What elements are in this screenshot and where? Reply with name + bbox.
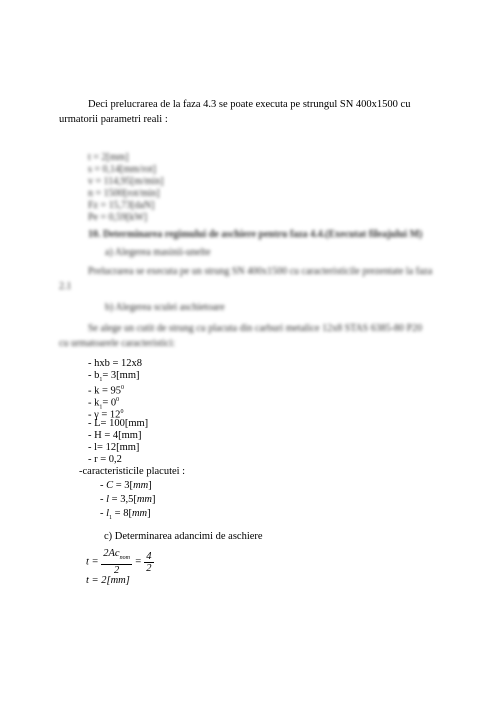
blurred-param: Pe = 0,59[kW] — [88, 212, 148, 223]
fraction-1: $\frac{2Ac_{nom}}{2}$ — [103, 548, 130, 577]
blurred-param: t = 2[mm] — [88, 152, 129, 163]
blurred-param: Fz = 15,73[daN] — [88, 200, 155, 211]
list-item: - $\gamma = 12^0$ — [88, 409, 124, 421]
blurred-paragraph: Se alege un cutit de strung cu placuta din carburi metalice 12x8 STAS 6385-80 P20 — [88, 323, 423, 334]
blurred-param: v = 114,95[m/min] — [88, 176, 164, 187]
blurred-param: n = 1500[rot/min] — [88, 188, 160, 199]
blurred-paragraph: 2.1 — [59, 281, 72, 292]
fraction-2: $\frac{4}{2}$ — [146, 550, 152, 574]
list-item: - r = 0,2 — [88, 454, 122, 465]
depth-result: t = 2[mm] — [86, 575, 130, 586]
list-item: - l= 12[mm] — [88, 442, 140, 453]
blurred-heading: 10. Determinarea regimului de aschiere pentru faza 4.4.(Executat fileajului M) — [88, 229, 423, 240]
list-item: - C = 3[mm] — [100, 480, 152, 491]
intro-line-2: urmatorii parametri reali : — [59, 114, 168, 125]
blurred-paragraph: cu urmatoarele caracteristici: — [59, 338, 176, 349]
list-item: - $b_1= 3[mm]$ — [88, 370, 140, 384]
list-item: - hxb = 12x8 — [88, 358, 143, 369]
formula-lhs: t = — [86, 556, 99, 568]
list-item: - $k = 95^0$ — [88, 385, 125, 397]
blurred-subheading-a: a) Alegerea masinii-unelte — [105, 247, 211, 258]
list-item: - $l_1 = 8[mm]$ — [100, 508, 151, 522]
depth-formula: t = $\frac{2Ac_{nom}}{2}$ = $\frac{4}{2}$ — [86, 548, 152, 577]
blurred-subheading-b: b) Alegerea sculei aschietoare — [105, 302, 225, 313]
list-item: - $k_1= 0^0$ — [88, 397, 120, 411]
list-item: - l = 3,5[mm] — [100, 494, 156, 505]
intro-line-1: Deci prelucrarea de la faza 4.3 se poate executa pe strungul SN 400x1500 cu — [88, 99, 411, 110]
insert-heading: -caracteristicile placutei : — [79, 466, 186, 477]
blurred-param: s = 0,14[mm/rot] — [88, 164, 157, 175]
section-c-title: c) Determinarea adancimi de aschiere — [104, 531, 263, 542]
blurred-paragraph: Prelucrarea se executa pe un strung SN 400x1500 cu caracteristicile prezentate la faza — [88, 266, 433, 277]
list-item: - L= 100[mm] — [88, 418, 149, 429]
list-item: - H = 4[mm] — [88, 430, 142, 441]
